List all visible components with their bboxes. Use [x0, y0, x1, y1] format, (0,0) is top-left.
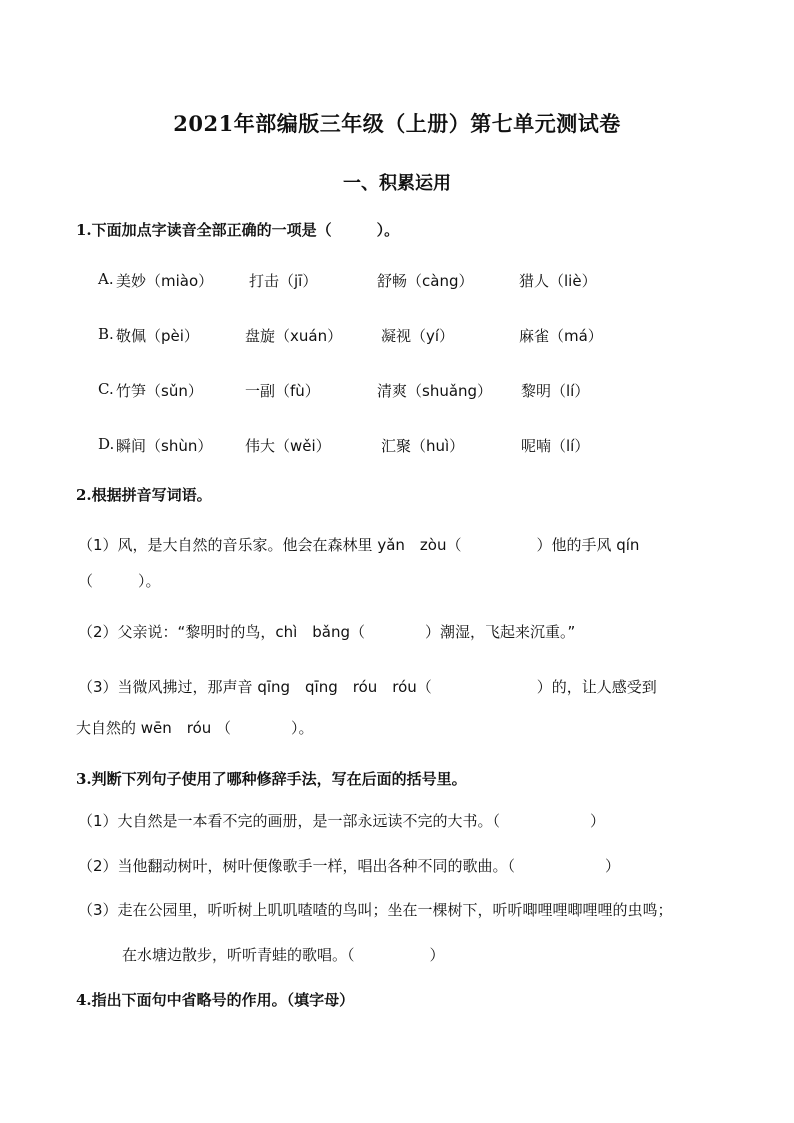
option-item: 呢喃（lí）	[521, 437, 590, 455]
option-item: 汇聚（huì）	[381, 437, 465, 455]
option-item: 猎人（liè）	[519, 272, 597, 290]
page-title: 2021年部编版三年级（上册）第七单元测试卷	[173, 111, 621, 136]
question-3-line-2: （2）当他翻动树叶，树叶便像歌手一样，唱出各种不同的歌曲。（ ）	[78, 857, 621, 875]
option-item: 伟大（wěi）	[245, 437, 331, 455]
section-heading: 一、积累运用	[343, 173, 451, 194]
question-3-line-3-cont: 在水塘边散步，听听青蛙的歌唱。（ ）	[122, 946, 445, 964]
option-label: D.	[98, 435, 115, 453]
option-item: 清爽（shuǎng）	[377, 382, 493, 400]
option-item: 竹笋（sǔn）	[116, 382, 203, 400]
option-item: 打击（jī）	[249, 272, 318, 290]
question-2-line-1-cont: （ ）。	[78, 572, 161, 590]
option-label: C.	[98, 380, 114, 398]
option-item: 瞬间（shùn）	[116, 437, 213, 455]
question-2-line-1: （1）风，是大自然的音乐家。他会在森林里 yǎn zòu（ ）他的手风 qín	[78, 536, 640, 554]
option-item: 敬佩（pèi）	[116, 327, 199, 345]
option-item: 凝视（yí）	[381, 327, 455, 345]
option-item: 舒畅（càng）	[377, 272, 474, 290]
option-item: 盘旋（xuán）	[245, 327, 343, 345]
option-label: B.	[98, 325, 114, 343]
question-3-line-3: （3）走在公园里，听听树上叽叽喳喳的鸟叫；坐在一棵树下，听听唧哩哩唧哩哩的虫鸣；	[78, 901, 673, 919]
question-4-prompt: 4.指出下面句中省略号的作用。（填字母）	[76, 991, 355, 1009]
option-item: 美妙（miào）	[116, 272, 214, 290]
option-item: 一副（fù）	[245, 382, 320, 400]
question-3-prompt: 3.判断下列句子使用了哪种修辞手法，写在后面的括号里。	[76, 770, 467, 788]
question-2-prompt: 2.根据拼音写词语。	[76, 486, 212, 504]
question-1-prompt: 1.下面加点字读音全部正确的一项是（ ）。	[76, 221, 400, 239]
question-3-line-1: （1）大自然是一本看不完的画册，是一部永远读不完的大书。（ ）	[78, 812, 606, 830]
option-item: 麻雀（má）	[519, 327, 603, 345]
question-2-line-2: （2）父亲说：“黎明时的鸟，chì bǎng（ ）潮湿，飞起来沉重。”	[78, 623, 576, 641]
question-2-line-3: （3）当微风拂过，那声音 qīng qīng róu róu（ ）的，让人感受到	[78, 678, 657, 696]
question-2-line-3-cont: 大自然的 wēn róu （ ）。	[76, 719, 314, 737]
option-item: 黎明（lí）	[521, 382, 590, 400]
option-label: A.	[98, 270, 114, 288]
